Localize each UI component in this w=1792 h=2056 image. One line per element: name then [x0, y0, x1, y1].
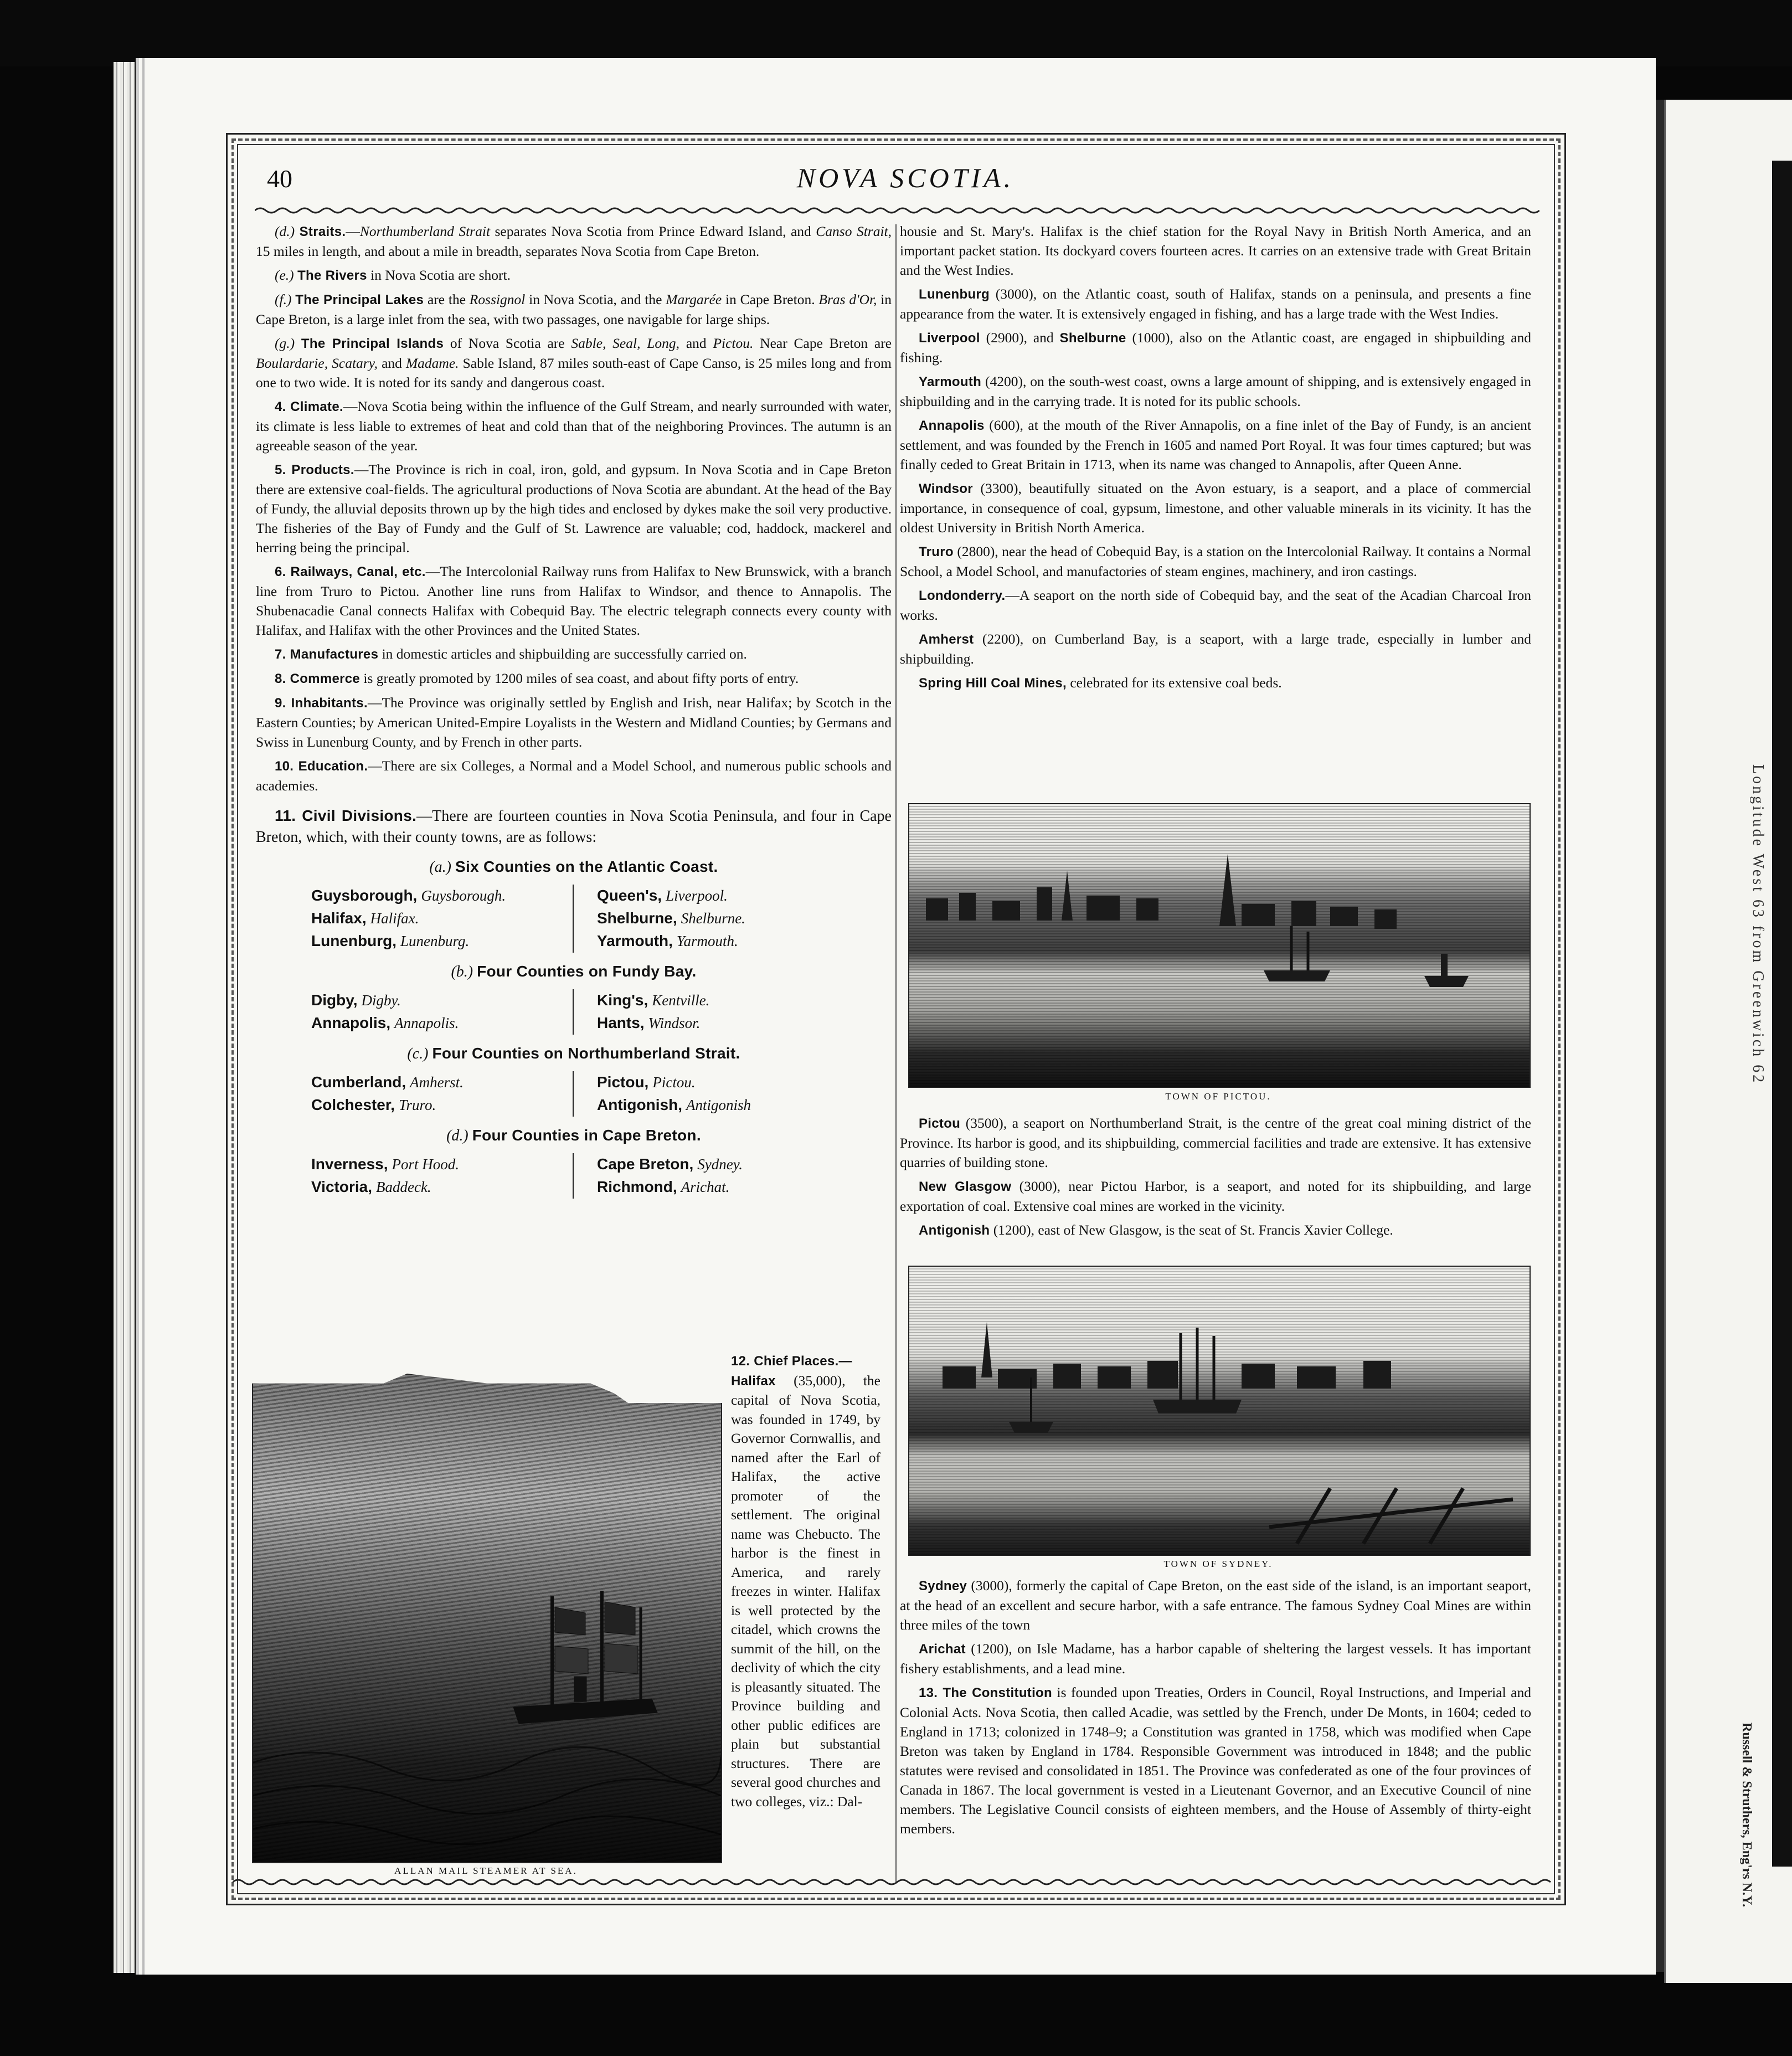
paragraph-lunenburg: Lunenburg (3000), on the Atlantic coast, south of Halifax, stands on a peninsula, and presents a fine appearance from the water. It is extensively engaged in fishing, and has a large trade with the West Indies. — [900, 286, 1531, 322]
paragraph-lakes: (f.) The Principal Lakes are the Rossignol in Nova Scotia, and the Margarée in Cape Breton. Bras d'Or, in Cape Breton, is a large inlet from the sea, with two passages, one navigable for large ships. — [256, 291, 892, 327]
heading-chief-places: 12. Chief Places.— — [731, 1354, 852, 1369]
heading-sydney: Sydney — [919, 1579, 967, 1594]
paragraph-yarmouth: Yarmouth (4200), on the south-west coast, owns a large amount of shipping, and is extensively engaged in shipbuilding and in the carrying trade. It is noted for its public schools. — [900, 373, 1531, 409]
paragraph-new-glasgow: New Glasgow (3000), near Pictou Harbor, is a seaport, and noted for its shipbuilding, and large exportation of coal. Extensive coal mines are worked in the vicinity. — [900, 1178, 1531, 1214]
paragraph-railways: 6. Railways, Canal, etc.—The Intercolonial Railway runs from Halifax to New Brunswick, with a branch line from Truro to Pictou. Another line runs from Halifax to Windsor, and thence to Annapolis. The Shubenacadie Canal connects Halifax with Cobequid Bay. The electric telegraph connects every county with Halifax, and Halifax with the other Provinces and the United States. — [256, 563, 892, 638]
paragraph-windsor: Windsor (3300), beautifully situated on the Avon estuary, is a seaport, and a place of commercial importance, in consequence of coal, gypsum, limestone, and other valuable minerals in its vicinity. It has the oldest University in British North America. — [900, 480, 1531, 536]
heading-climate: 4. Climate. — [275, 399, 343, 414]
heading-lakes: The Principal Lakes — [295, 292, 424, 307]
county-group-northumberland — [256, 1044, 892, 1117]
steamer-caption: ALLAN MAIL STEAMER AT SEA. — [394, 1865, 578, 1876]
paragraph-liverpool: Liverpool (2900), and Shelburne (1000), also on the Atlantic coast, are engaged in shipbuilding and fishing. — [900, 330, 1531, 366]
heading-inhabitants: 9. Inhabitants. — [275, 696, 368, 711]
county-row: Pictou, Pictou. — [597, 1073, 696, 1091]
county-row: Shelburne, Shelburne. — [597, 909, 745, 927]
county-row: Halifax, Halifax. — [311, 909, 419, 927]
paragraph-antigonish: Antigonish (1200), east of New Glasgow, is the seat of St. Francis Xavier College. — [919, 1222, 1393, 1238]
sydney-engraving — [908, 1266, 1531, 1556]
heading-antigonish: Antigonish — [919, 1223, 990, 1238]
county-row: King's, Kentville. — [597, 991, 710, 1009]
heading-halifax: Halifax — [731, 1373, 776, 1389]
county-group-atlantic — [256, 857, 892, 953]
heading-constitution: 13. The Constitution — [919, 1685, 1052, 1700]
heading-amherst: Amherst — [919, 632, 974, 647]
map-border-band — [1772, 161, 1792, 1867]
paragraph-annapolis: Annapolis (600), at the mouth of the River Annapolis, on a fine inlet of the Bay of Fundy, is an ancient settlement, and was founded by the French in 1605 and named Port Royal. It was four times captured; but was finally ceded to Great Britain in 1713, when its name was changed to Annapolis, after Queen Anne. — [900, 417, 1531, 472]
county-group-fundy — [256, 962, 892, 1035]
county-row: Antigonish, Antigonish — [597, 1096, 751, 1113]
paragraph-pictou: Pictou (3500), a seaport on Northumberland Strait, is the centre of the great coal mining district of the Province. Its harbor is good, and its shipbuilding, commercial facilities and trade are extensive. It has extensive quarries of building stone. — [900, 1115, 1531, 1170]
page-header — [260, 162, 1551, 201]
heading-windsor: Windsor — [919, 481, 973, 496]
paragraph-education: 10. Education.—There are six Colleges, a Normal and a Model School, and numerous public schools and academies. — [256, 758, 892, 794]
heading-liverpool: Liverpool — [919, 331, 980, 346]
heading-londonderry: Londonderry. — [919, 588, 1006, 603]
heading-straits: Straits. — [299, 224, 346, 239]
county-row: Lunenburg, Lunenburg. — [311, 932, 470, 949]
county-row: Inverness, Port Hood. — [311, 1155, 460, 1173]
pictou-caption: TOWN OF PICTOU. — [1165, 1091, 1271, 1102]
engraver-credit: Russell & Struthers, Eng'rs N.Y. — [1739, 1723, 1754, 1908]
county-row: Annapolis, Annapolis. — [311, 1014, 459, 1031]
paragraph-halifax-continued: housie and St. Mary's. Halifax is the chief station for the Royal Navy in British North America, and an important packet station. Its dockyard covers fourteen acres. It carries on an extensive trade with Great Britain and the West Indies. — [900, 223, 1531, 278]
county-row: Guysborough, Guysborough. — [311, 887, 506, 904]
heading-shelburne: Shelburne — [1059, 331, 1126, 346]
county-table — [256, 1071, 892, 1117]
county-table — [256, 989, 892, 1035]
county-row: Richmond, Arichat. — [597, 1178, 730, 1195]
paragraph-rivers: (e.) The Rivers in Nova Scotia are short. — [275, 267, 511, 283]
heading-railways: 6. Railways, Canal, etc. — [275, 564, 426, 579]
right-column-middle — [900, 1113, 1531, 1245]
heading-civil-divisions: 11. Civil Divisions. — [275, 807, 417, 824]
paragraph-amherst: Amherst (2200), on Cumberland Bay, is a seaport, with a large trade, especially in lumber and shipbuilding. — [900, 631, 1531, 667]
county-row: Cumberland, Amherst. — [311, 1073, 464, 1091]
county-group-title: (d.) Four Counties in Cape Breton. — [446, 1127, 701, 1144]
paragraph-inhabitants: 9. Inhabitants.—The Province was originally settled by English and Irish, near Halifax; by Scotch in the Eastern Counties; by American United-Empire Loyalists in the Western and Midland Counties; by Germans and Swiss in Lunenburg County, and by French in other parts. — [256, 695, 892, 750]
county-row: Digby, Digby. — [311, 991, 401, 1009]
heading-products: 5. Products. — [275, 462, 354, 477]
county-row: Victoria, Baddeck. — [311, 1178, 431, 1195]
left-column — [256, 222, 892, 1202]
paragraph-springhill: Spring Hill Coal Mines, celebrated for its extensive coal beds. — [919, 675, 1282, 691]
county-row: Colchester, Truro. — [311, 1096, 436, 1113]
paragraph-manufactures: 7. Manufactures in domestic articles and shipbuilding are successfully carried on. — [275, 646, 747, 662]
heading-new-glasgow: New Glasgow — [919, 1179, 1012, 1194]
paragraph-climate: 4. Climate.—Nova Scotia being within the influence of the Gulf Stream, and nearly surrounded with water, its climate is less liable to extremes of heat and cold than that of the neighboring Provinces. The autumn is an agreeable season of the year. — [256, 398, 892, 454]
heading-arichat: Arichat — [919, 1642, 966, 1657]
town-skyline-icon — [909, 804, 1530, 1087]
paragraph-civil-divisions: 11. Civil Divisions.—There are fourteen counties in Nova Scotia Peninsula, and four in Cape Breton, which, with their county towns, are as follows: — [256, 807, 892, 846]
county-group-cape-breton — [256, 1125, 892, 1199]
heading-yarmouth: Yarmouth — [919, 374, 982, 389]
heading-rivers: The Rivers — [297, 268, 367, 283]
county-table — [256, 1153, 892, 1199]
paragraph-chief-places: 12. Chief Places.— Halifax (35,000), the capital of Nova Scotia, was founded in 1749, by Governor Cornwallis, and named after the Earl of Halifax, the active promoter of the settlement. The original name was Chebucto. The harbor is the finest in America, and rarely freezes in winter. Halifax is well protected by the citadel, which crowns the summit of the hill, on the declivity of which the city is pleasantly situated. The Province building and other public edifices are plain but substantial structures. There are several good churches and two colleges, viz.: Dal- — [731, 1354, 880, 1810]
county-table — [256, 885, 892, 953]
county-row: Hants, Windsor. — [597, 1014, 701, 1031]
heading-islands: The Principal Islands — [301, 336, 444, 351]
heading-annapolis: Annapolis — [919, 418, 985, 433]
county-row: Cape Breton, Sydney. — [597, 1155, 743, 1173]
paragraph-sydney: Sydney (3000), formerly the capital of Cape Breton, on the east side of the island, is an important seaport, at the head of an excellent and secure harbor, with a safe entrance. The famous Sydney Coal Mines are within three miles of the town — [900, 1577, 1531, 1633]
heading-manufactures: 7. Manufactures — [275, 647, 379, 662]
heading-pictou: Pictou — [919, 1116, 961, 1131]
book-page-edges — [114, 62, 135, 1973]
county-group-title: (c.) Four Counties on Northumberland Strait. — [407, 1045, 740, 1062]
county-group-title: (a.) Six Counties on the Atlantic Coast. — [429, 858, 718, 876]
heading-education: 10. Education. — [275, 759, 368, 774]
heading-springhill: Spring Hill Coal Mines, — [919, 676, 1067, 691]
footer-wavy-rule — [233, 1878, 1556, 1887]
page-title: NOVA SCOTIA. — [796, 162, 1015, 193]
column-divider — [895, 224, 897, 1883]
paragraph-constitution: 13. The Constitution is founded upon Treaties, Orders in Council, Royal Instructions, and Imperial and Colonial Acts. Nova Scotia, then called Acadie, was settled by the French, under De Monts, in 1604; ceded to England in 1713; colonized in 1748–9; a Constitution was granted in 1758, which was modified when Cape Breton was taken by England in 1784. Responsible Government was introduced in 1848; and the public statutes were revised and consolidated in 1851. The Province was confederated as one of the four provinces of Canada in 1867. The local government is vested in a Lieutenant Governor, and an Executive Council of nine members. The Legislative Council consists of eighteen members, and the House of Assembly of thirty-eight members. — [900, 1684, 1531, 1837]
map-longitude-label: Longitude West 63 from Greenwich 62 — [1749, 764, 1767, 1085]
county-row: Yarmouth, Yarmouth. — [597, 932, 738, 949]
paragraph-straits: (d.) Straits.—Northumberland Strait separates Nova Scotia from Prince Edward Island, and Canso Strait, 15 miles in length, and about a mile in breadth, separates Nova Scotia from Cape Breton. — [256, 223, 892, 259]
pictou-engraving — [908, 803, 1531, 1088]
paragraph-londonderry: Londonderry.—A seaport on the north side of Cobequid bay, and the seat of the Acadian Charcoal Iron works. — [900, 587, 1531, 623]
paragraph-products: 5. Products.—The Province is rich in coal, iron, gold, and gypsum. In Nova Scotia and in Cape Breton there are extensive coal-fields. The agricultural productions of Nova Scotia are abundant. At the head of the Bay of Fundy, the alluvial deposits thrown up by the high tides and enclosed by dykes make the soil very productive. The fisheries of the Bay of Fundy and the Gulf of St. Lawrence are valuable; cod, haddock, mackerel and herring being the principal. — [256, 461, 892, 556]
paragraph-islands: (g.) The Principal Islands of Nova Scotia are Sable, Seal, Long, and Pictou. Near Cape Breton are Boulardarie, Scatary, and Madame. Sable Island, 87 miles south-east of Cape Canso, is 25 miles long and from one to two wide. It is noted for its sandy and dangerous coast. — [256, 335, 892, 390]
county-row: Queen's, Liverpool. — [597, 887, 728, 904]
heading-commerce: 8. Commerce — [275, 671, 361, 686]
sydney-caption: TOWN OF SYDNEY. — [1163, 1559, 1273, 1569]
steamer-ship-icon — [253, 1375, 721, 1862]
scan-background — [0, 0, 1792, 66]
paragraph-arichat: Arichat (1200), on Isle Madame, has a harbor capable of sheltering the largest vessels. It has important fishery establishments, and a lead mine. — [900, 1641, 1531, 1677]
right-column-top — [900, 222, 1531, 697]
county-group-title: (b.) Four Counties on Fundy Bay. — [451, 963, 697, 980]
heading-truro: Truro — [919, 544, 954, 559]
chief-places-column — [731, 1351, 880, 1811]
harbor-town-icon — [909, 1267, 1530, 1555]
paragraph-commerce: 8. Commerce is greatly promoted by 1200 miles of sea coast, and about fifty ports of entry. — [275, 670, 799, 686]
header-wavy-rule — [255, 206, 1539, 215]
steamer-engraving — [252, 1374, 722, 1863]
right-column-bottom — [900, 1576, 1531, 1843]
page-number: 40 — [267, 165, 292, 193]
paragraph-truro: Truro (2800), near the head of Cobequid Bay, is a station on the Intercolonial Railway. It contains a Normal School, a Model School, and manufactories of steam engines, machinery, and iron castings. — [900, 543, 1531, 579]
heading-lunenburg: Lunenburg — [919, 287, 990, 302]
